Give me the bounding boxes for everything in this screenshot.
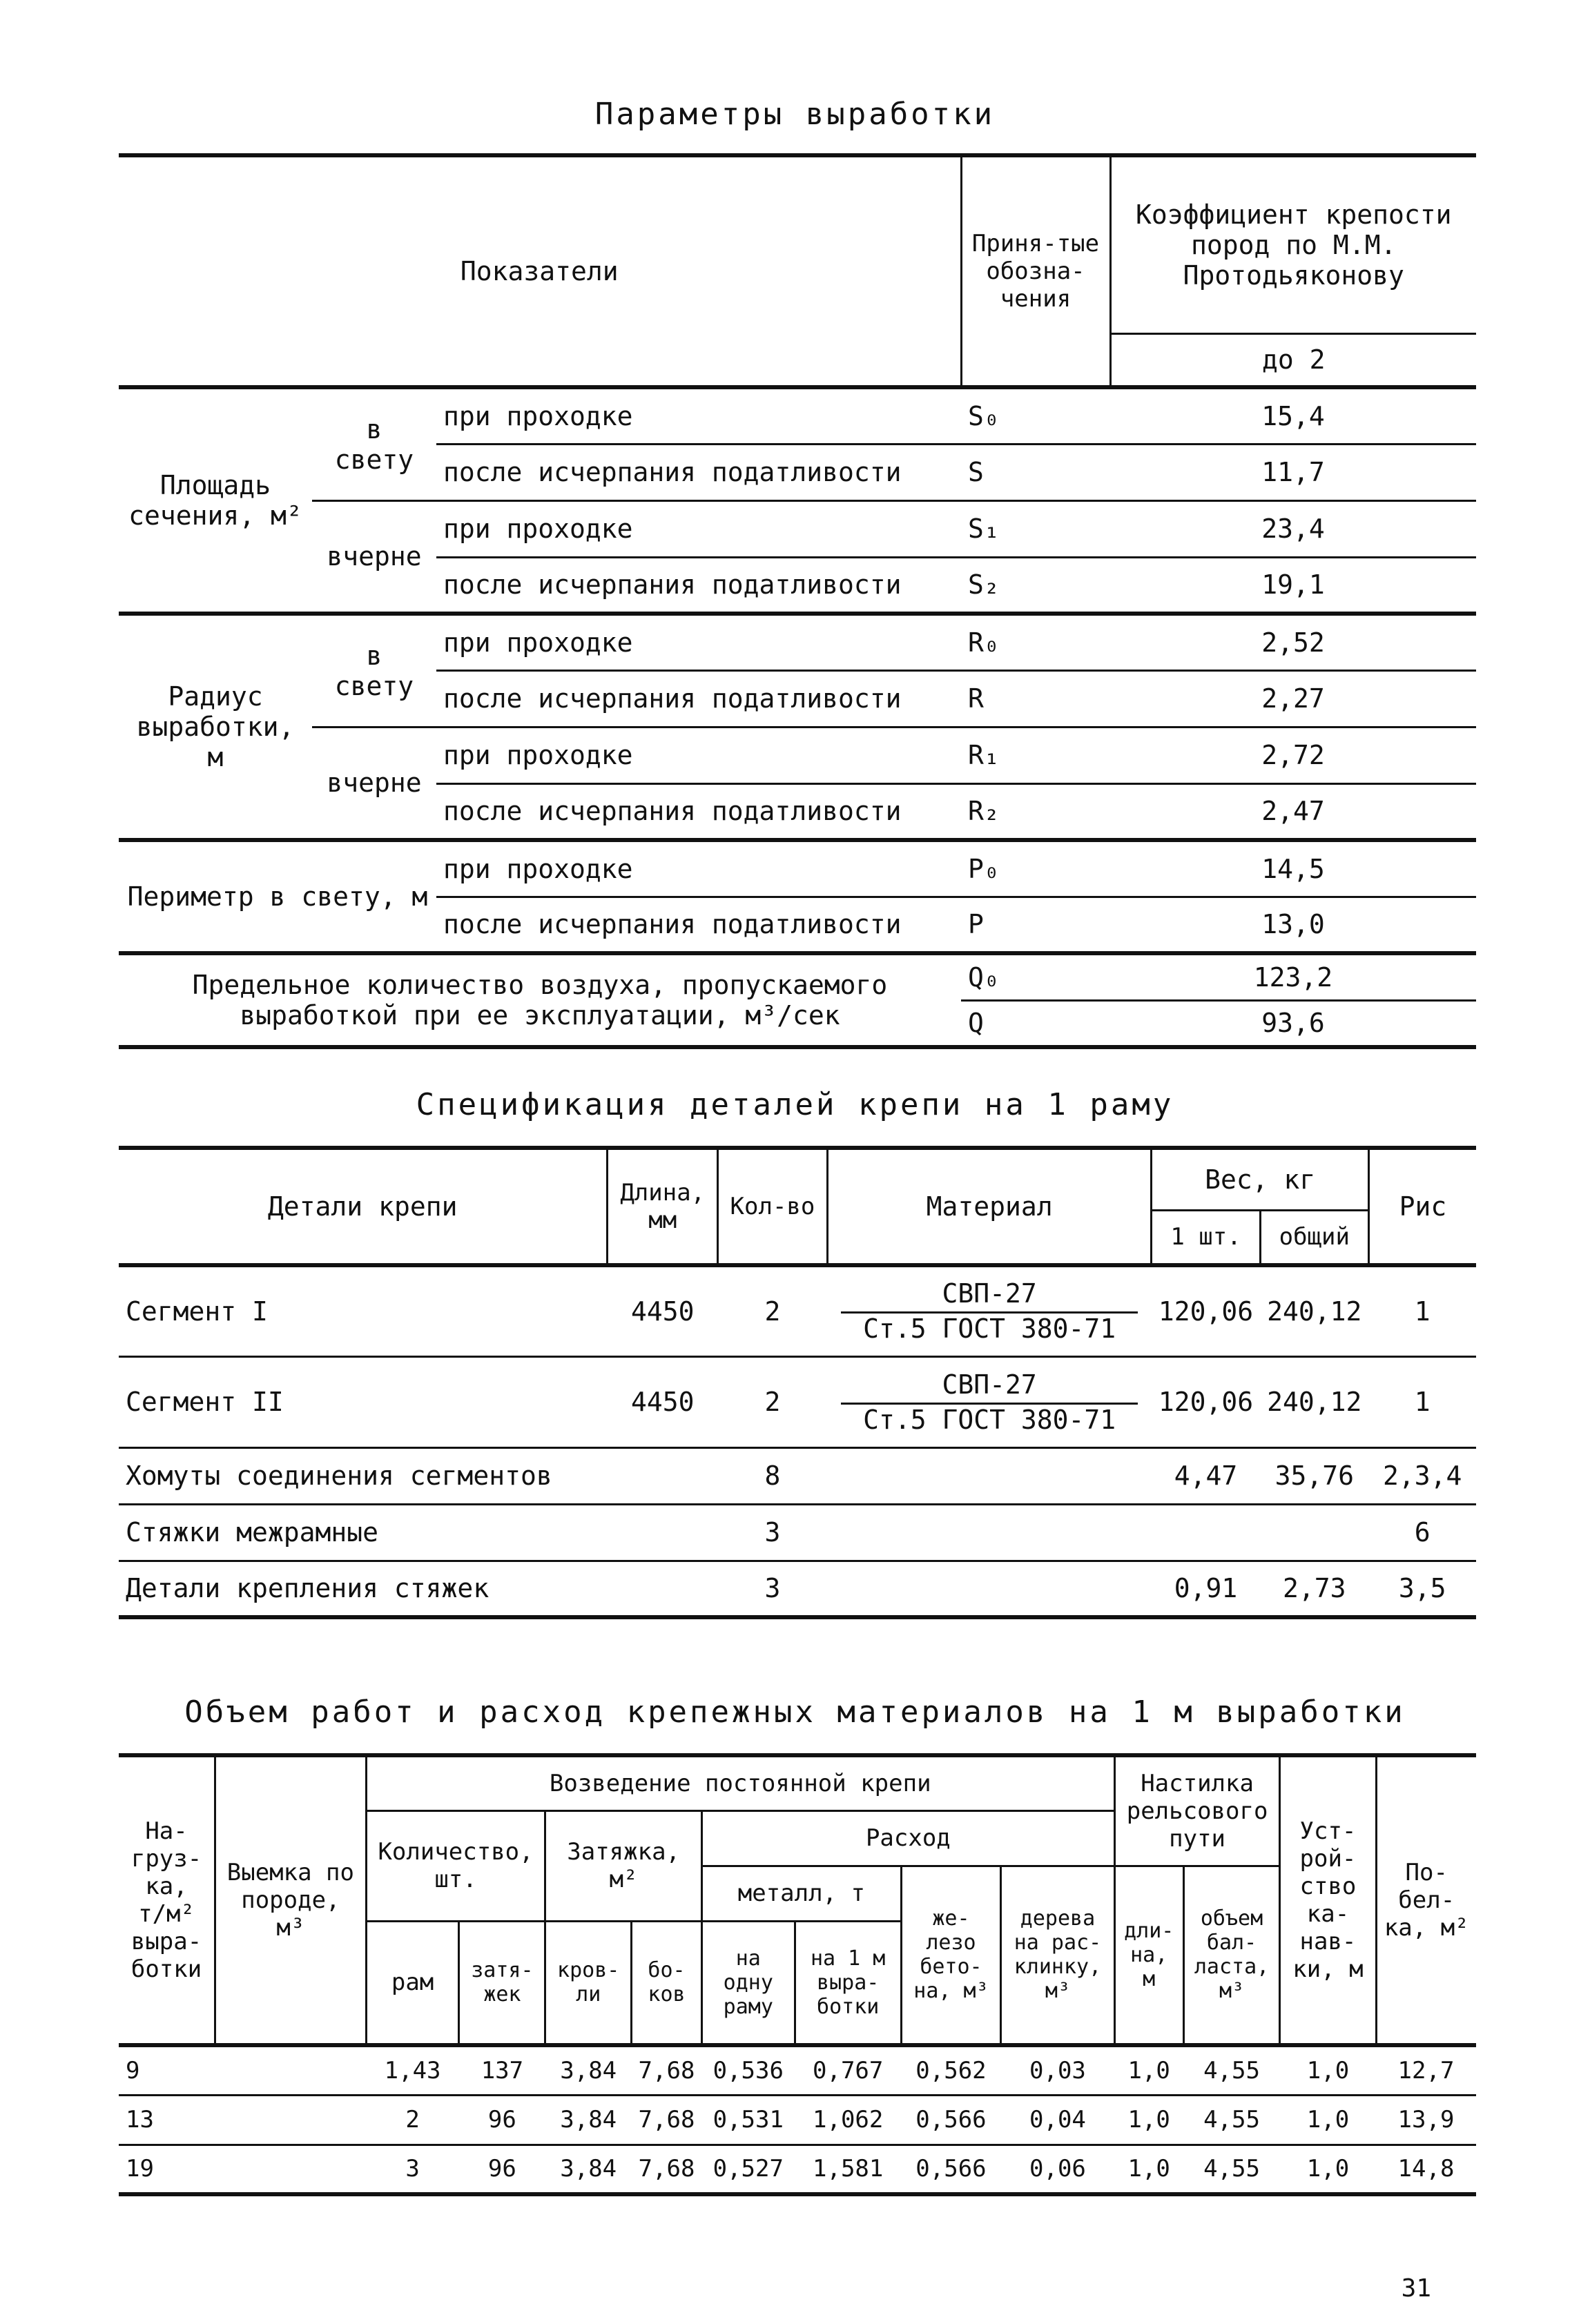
spec-header-material: Материал: [827, 1148, 1152, 1265]
table-cell: 96: [487, 2155, 516, 2183]
vol-header-sides: бо-ков: [632, 1921, 702, 2045]
params-header-indicators: Показатели: [119, 155, 961, 387]
params-table: [119, 153, 1476, 1049]
sub-outer: вчерне: [312, 500, 436, 614]
table-cell: 1,0: [1306, 2155, 1350, 2183]
spec-part: Хомуты соединения сегментов: [126, 1461, 552, 1491]
cond-after: после исчерпания податливости: [436, 670, 961, 727]
sym: Q: [961, 1000, 1110, 1047]
spec-material: [827, 1265, 1152, 1356]
vol-header-rail-len: дли-на, м: [1114, 1866, 1183, 2045]
sym: R₂: [968, 796, 1000, 827]
material-top: СВП-27: [841, 1369, 1138, 1405]
table-cell: 3,84: [560, 2155, 617, 2183]
vol-header-rail: Настилка рельсового пути: [1114, 1755, 1280, 1866]
spec-table: [119, 1146, 1476, 1619]
table-cell: 19: [126, 2155, 154, 2183]
table-cell: 1,0: [1127, 2155, 1170, 2183]
value: 123,2: [1110, 953, 1476, 1000]
sym: S: [961, 444, 1110, 500]
spec-fig: 3,5: [1398, 1573, 1446, 1604]
group-perimeter: Периметр в свету, м: [119, 840, 436, 953]
spec-fig: 1: [1414, 1296, 1431, 1327]
spec-fig: 2,3,4: [1383, 1461, 1462, 1491]
table-cell: 7,68: [638, 2106, 695, 2133]
cond-passage: при проходке: [436, 614, 961, 670]
vol-header-ballast: объем бал-ласта, м³: [1183, 1866, 1280, 2045]
sym: P: [968, 909, 984, 940]
spec-w-one: 4,47: [1174, 1461, 1238, 1491]
page-number: 31: [1401, 2274, 1431, 2303]
table-cell: 0,566: [915, 2155, 987, 2183]
spec-material-empty: [827, 1447, 1152, 1504]
volume-title: Объем работ и расход крепежных материалов на 1 м выработки: [184, 1695, 1406, 1730]
spec-w-one: 120,06: [1158, 1296, 1254, 1327]
table-cell: 0,531: [712, 2106, 784, 2133]
spec-w-total-empty: [1260, 1504, 1368, 1561]
spec-header-qty: Кол-во: [718, 1148, 828, 1265]
spec-material-empty: [827, 1561, 1152, 1617]
cond-after: после исчерпания податливости: [436, 444, 961, 500]
sym: Q₀: [961, 953, 1110, 1000]
value: 93,6: [1110, 1000, 1476, 1047]
vol-header-consumption: Расход: [701, 1810, 1114, 1866]
vol-header-metal: металл, т: [701, 1866, 901, 1921]
spec-part: Сегмент II: [126, 1387, 284, 1417]
table-cell: 4,55: [1203, 2056, 1260, 2084]
table-cell: 0,536: [712, 2056, 784, 2084]
spec-w-total: 35,76: [1274, 1461, 1354, 1491]
value: 2,52: [1110, 614, 1476, 670]
spec-w-total: 2,73: [1283, 1573, 1346, 1604]
table-cell: 1,0: [1127, 2056, 1170, 2084]
value: 11,7: [1110, 444, 1476, 500]
spec-header-length: Длина, мм: [608, 1148, 718, 1265]
cond-after: после исчерпания податливости: [443, 796, 902, 827]
sym: S₁: [961, 500, 1110, 557]
table-cell: 1,43: [384, 2056, 441, 2084]
spec-w-one-empty: [1152, 1504, 1260, 1561]
sym: R₁: [961, 727, 1110, 783]
vol-header-construct: Возведение постоянной крепи: [366, 1755, 1114, 1810]
sub-outer: вчерне: [312, 727, 436, 840]
spec-qty: 8: [764, 1461, 781, 1491]
spec-qty: 3: [764, 1517, 781, 1547]
vol-header-load: На-груз-ка, т/м² выра-ботки: [119, 1755, 215, 2045]
table-cell: 96: [487, 2106, 516, 2133]
vol-header-rc: же-лезо бето-на, м³: [901, 1866, 1000, 2045]
table-cell: 4,55: [1203, 2155, 1260, 2183]
sym: P₀: [961, 840, 1110, 897]
spec-qty: 2: [764, 1387, 781, 1417]
table-cell: 1,0: [1306, 2056, 1350, 2084]
sub-light: в свету: [312, 614, 436, 727]
cond-passage: при проходке: [436, 840, 961, 897]
vol-header-per-m: на 1 м выра-ботки: [795, 1921, 901, 2045]
cond-after: после исчерпания податливости: [443, 569, 902, 600]
params-header-coef-sub: до 2: [1110, 333, 1476, 387]
vol-header-laggings: затя-жек: [459, 1921, 545, 2045]
vol-header-roof: кров-ли: [545, 1921, 632, 2045]
value: 13,0: [1261, 909, 1325, 940]
cond-after: после исчерпания податливости: [443, 909, 902, 940]
table-cell: 14,8: [1397, 2155, 1455, 2183]
group-area: Площадь сечения, м²: [119, 387, 312, 614]
table-cell: 7,68: [638, 2056, 695, 2084]
spec-part: Сегмент I: [126, 1296, 268, 1327]
table-cell: 13,9: [1397, 2106, 1455, 2133]
spec-material-empty: [827, 1504, 1152, 1561]
table-cell: 3: [405, 2155, 420, 2183]
spec-header-w-total: общий: [1260, 1210, 1368, 1265]
sym: R: [961, 670, 1110, 727]
sub-light: в свету: [312, 387, 436, 500]
value: 2,47: [1261, 796, 1325, 827]
vol-header-excav: Выемка по породе, м³: [215, 1755, 367, 2045]
sym: S₂: [968, 569, 1000, 600]
value: 23,4: [1110, 500, 1476, 557]
value: 15,4: [1110, 387, 1476, 444]
spec-fig: 6: [1414, 1517, 1431, 1547]
spec-fig: 1: [1414, 1387, 1431, 1417]
group-radius: Радиус выработки, м: [119, 614, 312, 840]
table-cell: [215, 2095, 367, 2145]
spec-header-part: Детали крепи: [119, 1148, 608, 1265]
spec-part: Стяжки межрамные: [126, 1517, 379, 1547]
table-cell: 1,581: [813, 2155, 884, 2183]
volume-body: [119, 2045, 1476, 2194]
spec-w-total: 240,12: [1267, 1387, 1362, 1417]
cond-passage: при проходке: [436, 727, 961, 783]
table-cell: 0,767: [813, 2056, 884, 2084]
sym: R₀: [961, 614, 1110, 670]
value: 19,1: [1261, 569, 1325, 600]
table-cell: [215, 2145, 367, 2194]
value: 2,72: [1110, 727, 1476, 783]
table-cell: 137: [481, 2056, 524, 2084]
spec-w-total: 240,12: [1267, 1296, 1362, 1327]
table-cell: 0,527: [712, 2155, 784, 2183]
table-cell: 3,84: [560, 2056, 617, 2084]
table-row: [119, 2095, 1476, 2145]
table-cell: 0,562: [915, 2056, 987, 2084]
vol-header-per-frame: на одну раму: [701, 1921, 795, 2045]
material-bottom: Ст.5 ГОСТ 380-71: [863, 1314, 1116, 1345]
material-fraction: [841, 1278, 1138, 1344]
params-header-coef: Коэффициент крепости пород по М.М. Протодьяконову: [1110, 155, 1476, 333]
spec-material: [827, 1356, 1152, 1447]
table-cell: 9: [126, 2056, 140, 2084]
cond-passage: при проходке: [436, 500, 961, 557]
table-cell: 4,55: [1203, 2106, 1260, 2133]
spec-header-w-one: 1 шт.: [1152, 1210, 1260, 1265]
material-top: СВП-27: [841, 1278, 1138, 1314]
table-row: [119, 2145, 1476, 2194]
table-cell: 1,0: [1306, 2106, 1350, 2133]
params-title: Параметры выработки: [594, 97, 996, 132]
table-cell: [215, 2045, 367, 2095]
volume-table: [119, 1753, 1476, 2196]
spec-w-one: 0,91: [1174, 1573, 1238, 1604]
params-header-notation: Приня-тые обозна-чения: [961, 155, 1110, 387]
vol-header-ditch: Уст-рой-ство ка-нав-ки, м: [1280, 1755, 1376, 2045]
sym: S₀: [961, 387, 1110, 444]
table-cell: 1,062: [813, 2106, 884, 2133]
spec-header-weight: Вес, кг: [1152, 1148, 1369, 1210]
table-cell: 0,566: [915, 2106, 987, 2133]
table-cell: 3,84: [560, 2106, 617, 2133]
material-bottom: Ст.5 ГОСТ 380-71: [863, 1404, 1116, 1435]
table-cell: 0,03: [1029, 2056, 1086, 2084]
value: 14,5: [1110, 840, 1476, 897]
spec-title: Спецификация деталей крепи на 1 раму: [416, 1087, 1174, 1122]
table-cell: 7,68: [638, 2155, 695, 2183]
table-cell: 13: [126, 2106, 154, 2133]
spec-qty: 2: [764, 1296, 781, 1327]
vol-header-frames: рам: [366, 1921, 459, 2045]
vol-header-count: Количество, шт.: [366, 1810, 545, 1921]
vol-header-whitewash: По-бел-ка, м²: [1376, 1755, 1476, 2045]
vol-header-lagging: Затяжка, м²: [545, 1810, 702, 1921]
table-cell: 0,04: [1029, 2106, 1086, 2133]
group-air: Предельное количество воздуха, пропускаемого выработкой при ее эксплуатации, м³/сек: [119, 953, 961, 1047]
spec-length: 4450: [630, 1296, 695, 1327]
table-row: [119, 2045, 1476, 2095]
cond-passage: при проходке: [436, 387, 961, 444]
spec-length: 4450: [630, 1387, 695, 1417]
value: 2,27: [1110, 670, 1476, 727]
spec-qty: 3: [764, 1573, 781, 1604]
vol-header-wood: дерева на рас-клинку, м³: [1001, 1866, 1115, 2045]
spec-w-one: 120,06: [1158, 1387, 1254, 1417]
spec-part: Детали крепления стяжек: [126, 1573, 489, 1604]
table-cell: 12,7: [1397, 2056, 1455, 2084]
spec-header-fig: Рис: [1368, 1148, 1476, 1265]
table-cell: 2: [405, 2106, 420, 2133]
table-cell: 0,06: [1029, 2155, 1086, 2183]
material-fraction: [841, 1369, 1138, 1435]
table-cell: 1,0: [1127, 2106, 1170, 2133]
